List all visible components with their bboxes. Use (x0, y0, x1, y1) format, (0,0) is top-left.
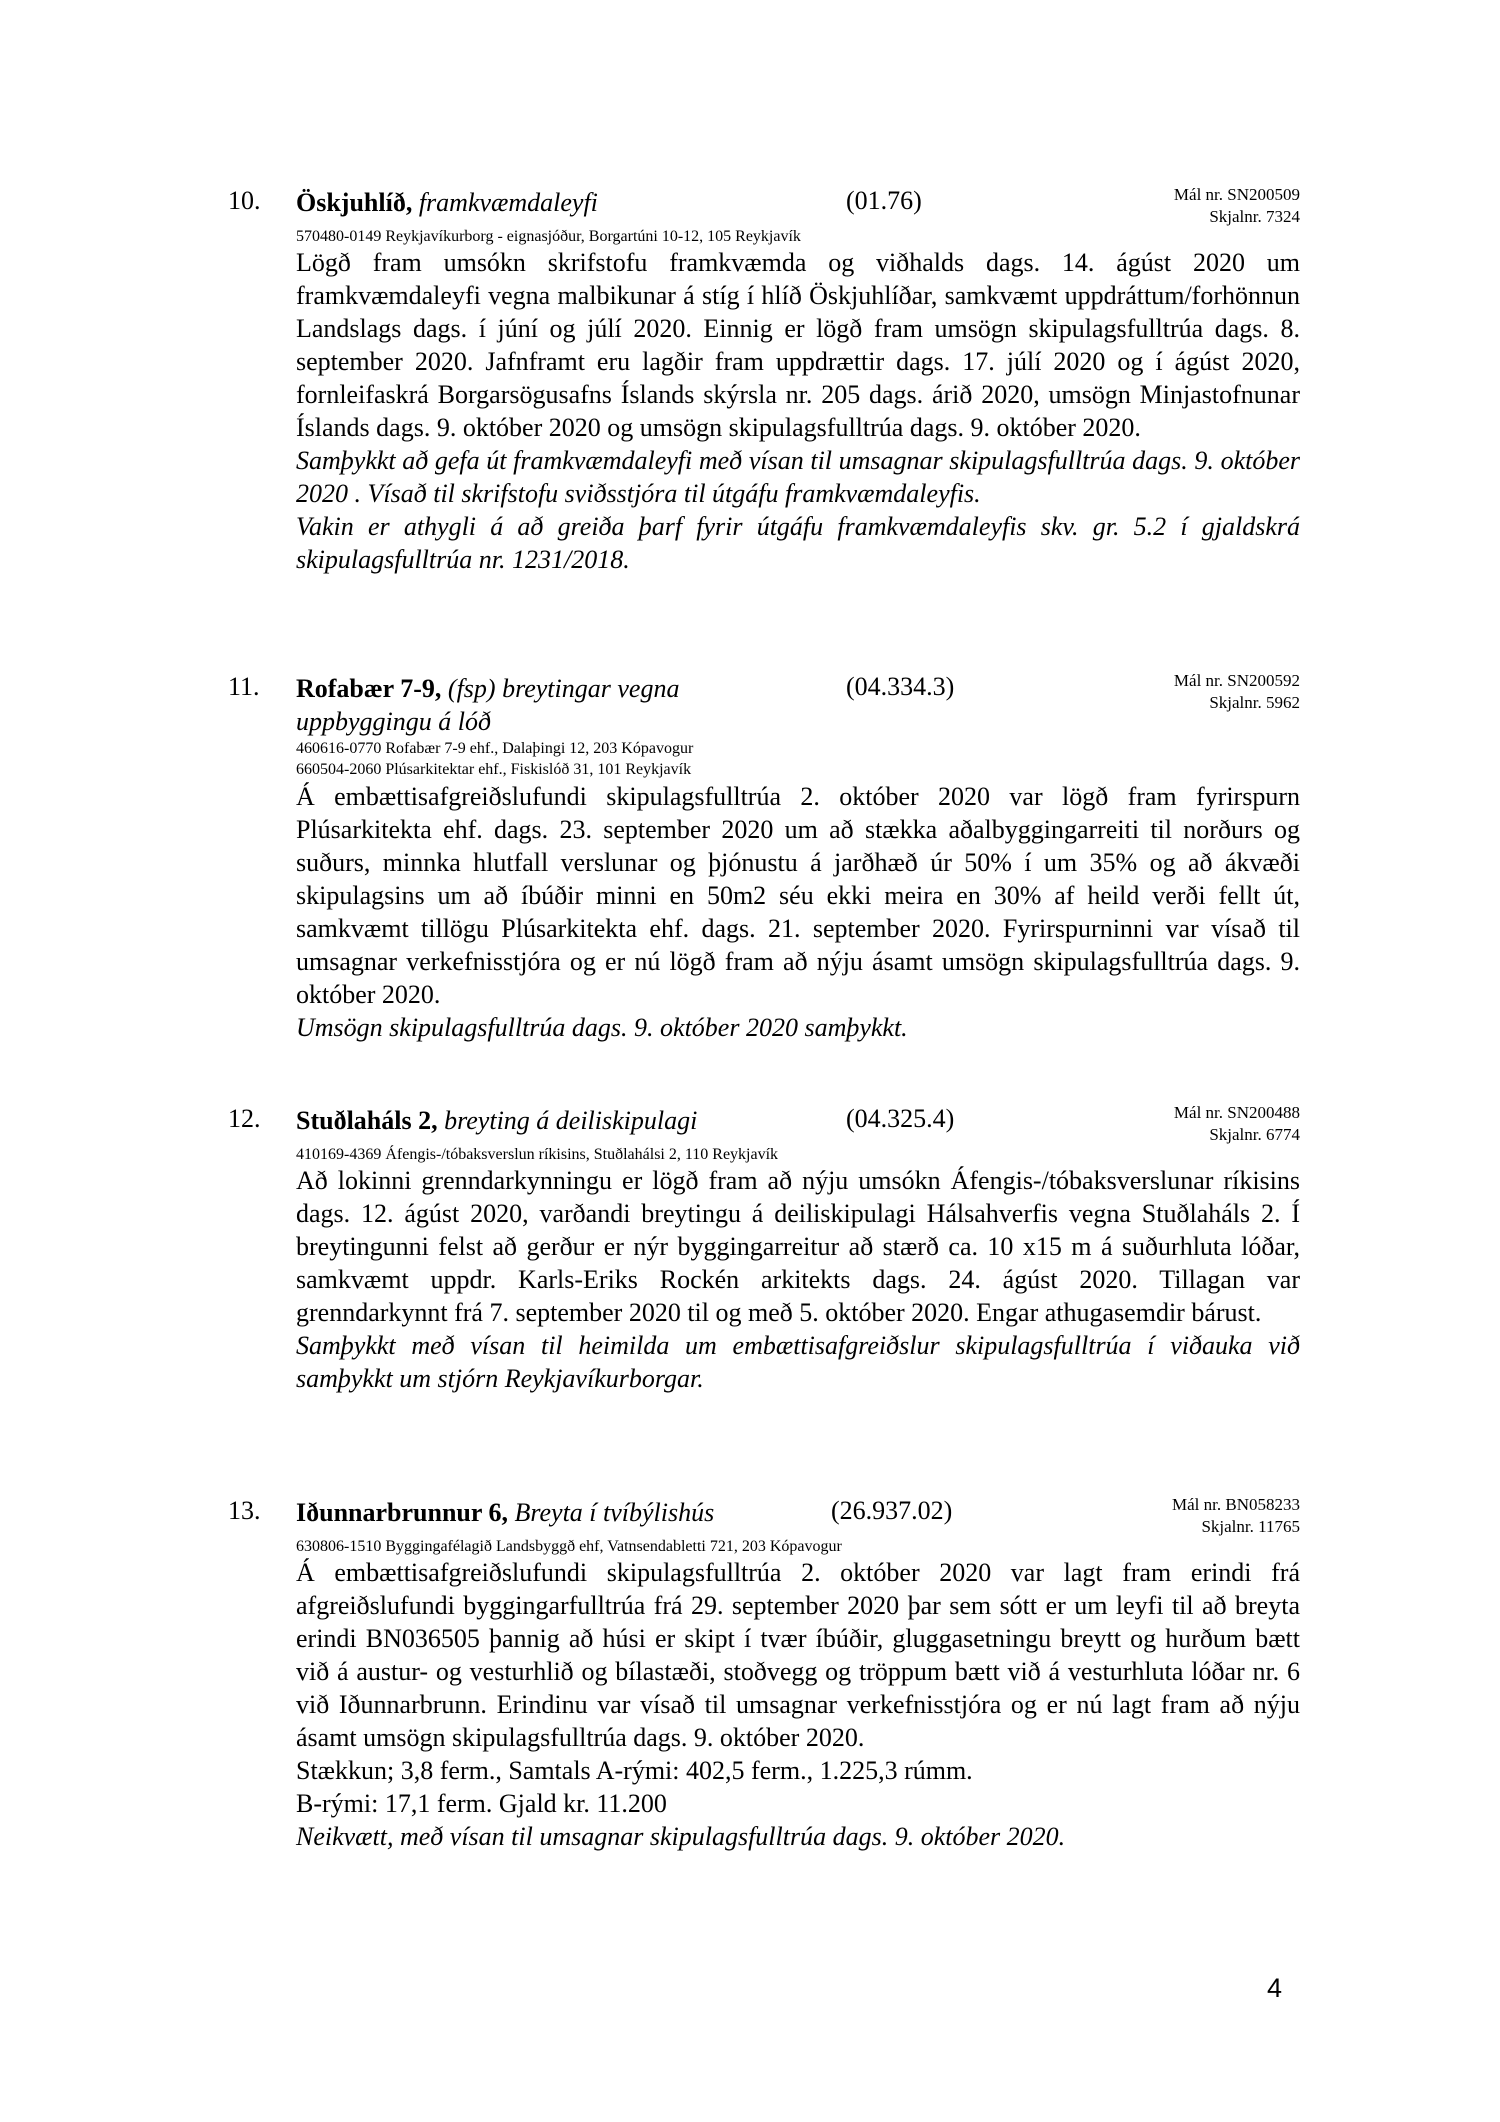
item-applicants (296, 738, 693, 780)
item-paragraph: Lögð fram umsókn skrifstofu framkvæmda og viðhalds dags. 14. ágúst 2020 um framkvæmdaleyfi vegna malbikunar á stíg í hlíð Öskjuhlíðar, samkvæmt uppdráttum/forhönnun Landslags dags. í júní og júlí 2020. Einnig er lögð fram umsögn skipulagsfulltrúa dags. 8. september 2020. Jafnframt eru lagðir fram uppdrættir dags. 17. júlí 2020 og í ágúst 2020, fornleifaskrá Borgarsögusafns Íslands skýrsla nr. 205 dags. árið 2020, umsögn Minjastofnunar Íslands dags. 9. október 2020 og umsögn skipulagsfulltrúa dags. 9. október 2020. (296, 248, 1300, 442)
applicant: 410169-4369 Áfengis-/tóbaksverslun ríkisins, Stuðlahálsi 2, 110 Reykjavík (296, 1146, 779, 1163)
item-body (296, 1556, 1300, 1853)
item-number: 11. (228, 672, 260, 701)
item-reference (1174, 670, 1300, 714)
item-land-code: (01.76) (846, 186, 922, 215)
item-number: 13. (228, 1496, 261, 1525)
item-heading (296, 186, 856, 219)
item-land-code: (04.325.4) (846, 1104, 955, 1133)
item-body (296, 246, 1300, 576)
item-number: 10. (228, 186, 261, 215)
document-number: Skjalnr. 7324 (1209, 207, 1300, 226)
item-decision: Samþykkt að gefa út framkvæmdaleyfi með vísan til umsagnar skipulagsfulltrúa dags. 9. október 2020 . Vísað til skrifstofu sviðsstjóra til útgáfu framkvæmdaleyfis. (296, 446, 1300, 508)
item-decision: Vakin er athygli á að greiða þarf fyrir útgáfu framkvæmdaleyfis skv. gr. 5.2 í gjaldskrá skipulagsfulltrúa nr. 1231/2018. (296, 512, 1300, 574)
item-heading (296, 672, 736, 738)
document-number: Skjalnr. 6774 (1209, 1125, 1300, 1144)
item-heading (296, 1104, 856, 1137)
case-number: Mál nr. SN200592 (1173, 671, 1300, 690)
applicant: 630806-1510 Byggingafélagið Landsbyggð ehf, Vatnsendabletti 721, 203 Kópavogur (296, 1538, 842, 1555)
document-number: Skjalnr. 5962 (1209, 693, 1300, 712)
item-address: Rofabær 7-9, (296, 674, 442, 703)
page-number: 4 (1267, 1973, 1283, 2003)
item-address: Stuðlaháls 2, (296, 1106, 438, 1135)
item-paragraph: B-rými: 17,1 ferm. Gjald kr. 11.200 (296, 1789, 667, 1818)
item-address: Iðunnarbrunnur 6, (296, 1498, 508, 1527)
item-reference (1174, 1102, 1300, 1146)
item-applicants (296, 1536, 842, 1557)
item-land-code: (04.334.3) (846, 672, 955, 701)
item-body (296, 780, 1300, 1044)
item-body (296, 1164, 1300, 1395)
item-address: Öskjuhlíð, (296, 188, 413, 217)
item-decision: Neikvætt, með vísan til umsagnar skipulagsfulltrúa dags. 9. október 2020. (296, 1822, 1066, 1851)
case-number: Mál nr. BN058233 (1172, 1495, 1300, 1514)
item-reference (1174, 184, 1300, 228)
item-paragraph: Að lokinni grenndarkynningu er lögð fram að nýju umsókn Áfengis-/tóbaksverslunar ríkisins dags. 12. ágúst 2020, varðandi breytingu á deiliskipulagi Hálsahverfis vegna Stuðlaháls 2. Í breytingunni felst að gerður er nýr byggingarreitur að stærð ca. 10 x15 m á suðurhluta lóðar, samkvæmt uppdr. Karls-Eriks Rockén arkitekts dags. 24. ágúst 2020. Tillagan var grenndarkynnt frá 7. september 2020 til og með 5. október 2020. Engar athugasemdir bárust. (296, 1166, 1300, 1327)
applicant: 460616-0770 Rofabær 7-9 ehf., Dalaþingi 12, 203 Kópavogur (296, 740, 694, 757)
item-heading (296, 1496, 856, 1529)
item-applicants (296, 1144, 778, 1165)
item-description: breyting á deiliskipulagi (444, 1106, 698, 1135)
item-description: (fsp) breytingar vegna uppbyggingu á lóð (296, 674, 680, 736)
item-decision: Umsögn skipulagsfulltrúa dags. 9. október 2020 samþykkt. (296, 1013, 908, 1042)
item-paragraph: Á embættisafgreiðslufundi skipulagsfulltrúa 2. október 2020 var lagt fram erindi frá afgreiðslufundi byggingarfulltrúa frá 29. september 2020 þar sem sótt er um leyfi til að breyta erindi BN036505 þannig að húsi er skipt í tvær íbúðir, gluggasetningu breytt og hurðum bætt við á austur- og vesturhlið og bílastæði, stoðvegg og tröppum bætt við á vesturhluta lóðar nr. 6 við Iðunnarbrunn. Erindinu var vísað til umsagnar verkefnisstjóra og er nú lagt fram að nýju ásamt umsögn skipulagsfulltrúa dags. 9. október 2020. (296, 1558, 1300, 1752)
item-description: framkvæmdaleyfi (418, 188, 598, 217)
case-number: Mál nr. SN200488 (1173, 1103, 1300, 1122)
item-decision: Samþykkt með vísan til heimilda um embættisafgreiðslur skipulagsfulltrúa í viðauka við samþykkt um stjórn Reykjavíkurborgar. (296, 1331, 1300, 1393)
applicant: 660504-2060 Plúsarkitektar ehf., Fiskislóð 31, 101 Reykjavík (296, 761, 692, 778)
item-number: 12. (228, 1104, 261, 1133)
document-number: Skjalnr. 11765 (1201, 1517, 1300, 1536)
item-description: Breyta í tvíbýlishús (514, 1498, 715, 1527)
applicant: 570480-0149 Reykjavíkurborg - eignasjóður, Borgartúni 10-12, 105 Reykjavík (296, 228, 801, 245)
item-land-code: (26.937.02) (831, 1496, 953, 1525)
item-applicants (296, 226, 801, 247)
item-reference (1172, 1494, 1300, 1538)
item-paragraph: Á embættisafgreiðslufundi skipulagsfulltrúa 2. október 2020 var lögð fram fyrirspurn Plúsarkitekta ehf. dags. 23. september 2020 um að stækka aðalbyggingarreiti til norðurs og suðurs, minnka hlutfall verslunar og þjónustu á jarðhæð úr 50% í um 35% og að ákvæði skipulagsins um að íbúðir minni en 50m2 séu ekki meira en 30% af heild verði fellt út, samkvæmt tillögu Plúsarkitekta ehf. dags. 21. september 2020. Fyrirspurninni var vísað til umsagnar verkefnisstjóra og er nú lögð fram að nýju ásamt umsögn skipulagsfulltrúa dags. 9. október 2020. (296, 782, 1300, 1009)
case-number: Mál nr. SN200509 (1173, 185, 1300, 204)
item-paragraph: Stækkun; 3,8 ferm., Samtals A-rými: 402,5 ferm., 1.225,3 rúmm. (296, 1756, 973, 1785)
